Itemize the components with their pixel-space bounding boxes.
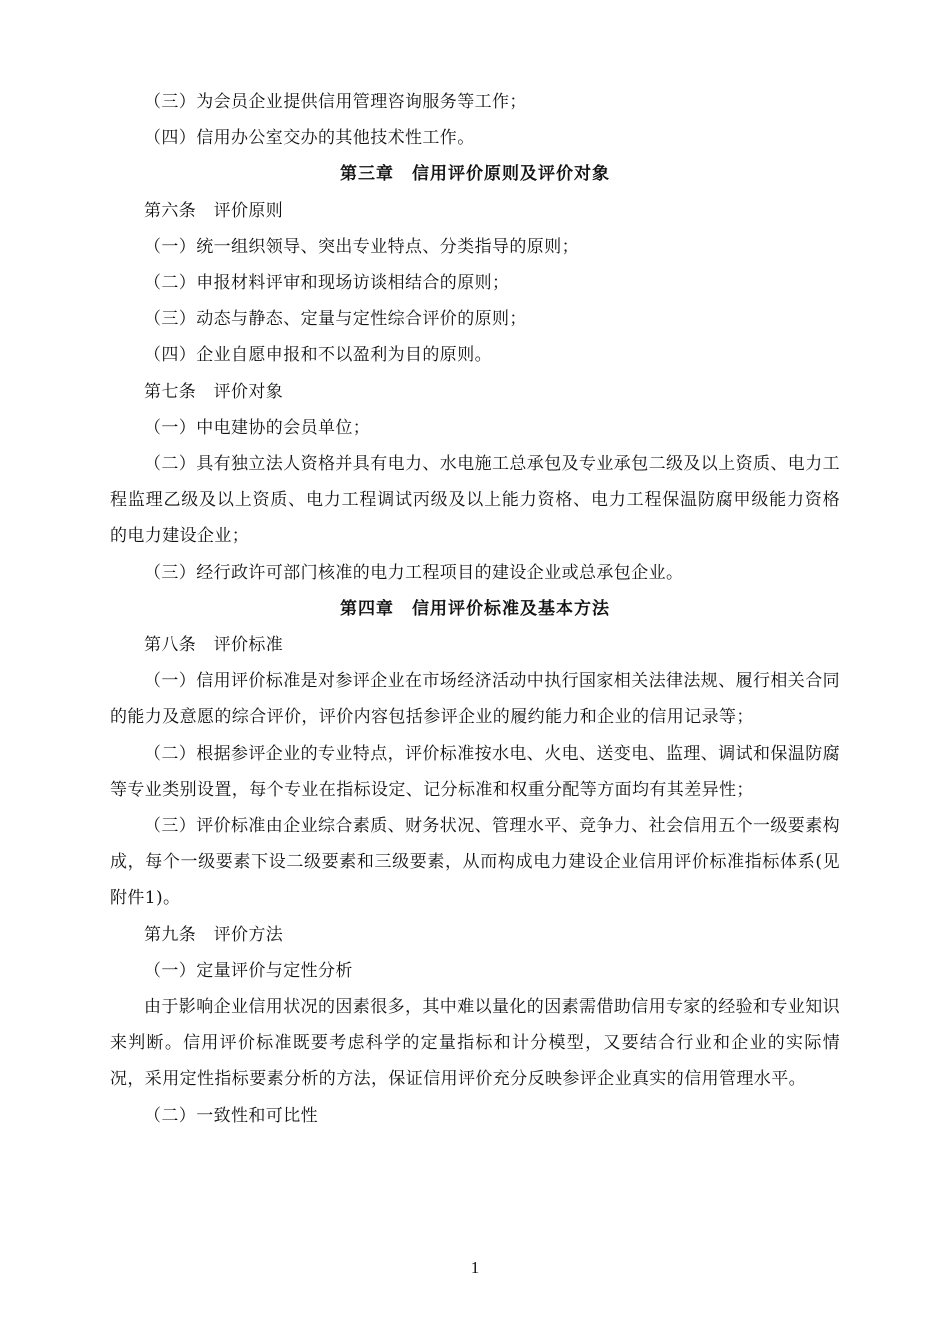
- paragraph: （四）信用办公室交办的其他技术性工作。: [144, 128, 475, 149]
- article-title: 第八条 评价标准: [144, 635, 284, 656]
- paragraph: （三）为会员企业提供信用管理咨询服务等工作；: [144, 92, 527, 112]
- chapter-heading: 第三章 信用评价原则及评价对象: [340, 164, 610, 185]
- paragraph: （四）企业自愿申报和不以盈利为目的原则。: [144, 345, 492, 366]
- paragraph: （三）评价标准由企业综合素质、财务状况、管理水平、竞争力、社会信用五个一级要素构成，每个一级要素下设二级要素和三级要素，从而构成电力建设企业信用评价标准指标体系(见附件1)。: [110, 816, 840, 909]
- paragraph: 由于影响企业信用状况的因素很多，其中难以量化的因素需借助信用专家的经验和专业知识来判断。信用评价标准既要考虑科学的定量指标和计分模型，又要结合行业和企业的实际情况，采用定性指标要素分析的方法，保证信用评价充分反映参评企业真实的信用管理水平。: [110, 997, 840, 1090]
- paragraph: （二）具有独立法人资格并具有电力、水电施工总承包及专业承包二级及以上资质、电力工程监理乙级及以上资质、电力工程调试丙级及以上能力资格、电力工程保温防腐甲级能力资格的电力建设企业；: [110, 454, 840, 547]
- document-body: [110, 84, 840, 1134]
- paragraph: （三）动态与静态、定量与定性综合评价的原则；: [144, 309, 527, 330]
- paragraph: （一）信用评价标准是对参评企业在市场经济活动中执行国家相关法律法规、履行相关合同的能力及意愿的综合评价，评价内容包括参评企业的履约能力和企业的信用记录等；: [110, 671, 840, 728]
- paragraph: （一）中电建协的会员单位；: [144, 417, 371, 438]
- paragraph: （三）经行政许可部门核准的电力工程项目的建设企业或总承包企业。: [144, 562, 684, 583]
- paragraph: （二）根据参评企业的专业特点，评价标准按水电、火电、送变电、监理、调试和保温防腐等专业类别设置，每个专业在指标设定、记分标准和权重分配等方面均有其差异性；: [110, 743, 840, 800]
- chapter-heading: 第四章 信用评价标准及基本方法: [340, 598, 610, 619]
- article-title: 第六条 评价原则: [144, 200, 284, 221]
- paragraph: （一）定量评价与定性分析: [144, 960, 353, 981]
- paragraph: （二）一致性和可比性: [144, 1105, 318, 1126]
- page-number: 1: [470, 1258, 480, 1277]
- article-title: 第七条 评价对象: [144, 381, 284, 402]
- paragraph: （二）申报材料评审和现场访谈相结合的原则；: [144, 273, 510, 294]
- article-title: 第九条 评价方法: [144, 924, 284, 945]
- paragraph: （一）统一组织领导、突出专业特点、分类指导的原则；: [144, 236, 579, 257]
